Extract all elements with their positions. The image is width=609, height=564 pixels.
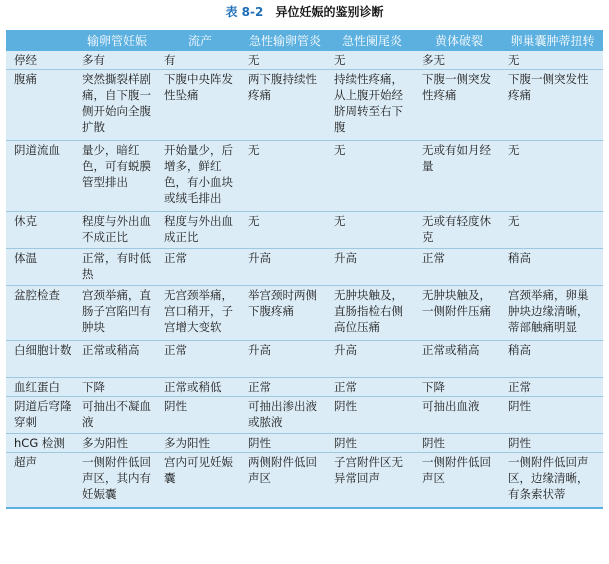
table-cell: 阴性 bbox=[328, 434, 416, 453]
table-cell: 无 bbox=[502, 51, 603, 70]
table-cell: 无宫颈举痛，宫口稍开，子宫增大变软 bbox=[158, 286, 242, 341]
table-cell: 下降 bbox=[416, 378, 502, 397]
table-cell: 持续性疼痛，从上腹开始经脐周转至右下腹 bbox=[328, 70, 416, 141]
header-row bbox=[6, 30, 603, 51]
table-row bbox=[6, 286, 603, 341]
table-cell: 无 bbox=[328, 51, 416, 70]
table-row bbox=[6, 141, 603, 212]
table-cell: 下降 bbox=[76, 378, 158, 397]
table-cell: 阴性 bbox=[502, 434, 603, 453]
table-cell: 子宫附件区无异常回声 bbox=[328, 453, 416, 509]
table-cell: 一侧附件低回声区，边缘清晰，有条索状蒂 bbox=[502, 453, 603, 509]
table-cell: 升高 bbox=[242, 341, 328, 378]
table-row bbox=[6, 70, 603, 141]
column-header: 流产 bbox=[158, 30, 242, 51]
table-cell: 升高 bbox=[242, 249, 328, 286]
table-cell: 无 bbox=[328, 212, 416, 249]
row-header: hCG 检测 bbox=[6, 434, 76, 453]
row-header: 体温 bbox=[6, 249, 76, 286]
table-cell: 阴性 bbox=[502, 397, 603, 434]
table-row bbox=[6, 397, 603, 434]
row-header: 腹痛 bbox=[6, 70, 76, 141]
table-cell: 正常 bbox=[502, 378, 603, 397]
table-cell: 正常 bbox=[158, 341, 242, 378]
table-cell: 无或有轻度休克 bbox=[416, 212, 502, 249]
table-cell: 一侧附件低回声区 bbox=[416, 453, 502, 509]
table-cell: 无或有如月经量 bbox=[416, 141, 502, 212]
table-row bbox=[6, 453, 603, 509]
table-cell: 稍高 bbox=[502, 249, 603, 286]
table-cell: 可抽出血液 bbox=[416, 397, 502, 434]
table-cell: 无肿块触及，直肠指检右侧高位压痛 bbox=[328, 286, 416, 341]
row-header: 停经 bbox=[6, 51, 76, 70]
table-cell: 程度与外出血不成正比 bbox=[76, 212, 158, 249]
table-cell: 无 bbox=[242, 141, 328, 212]
table-cell: 宫内可见妊娠囊 bbox=[158, 453, 242, 509]
column-header: 黄体破裂 bbox=[416, 30, 502, 51]
table-number: 表 8-2 bbox=[225, 5, 264, 19]
column-header: 急性输卵管炎 bbox=[242, 30, 328, 51]
table-row bbox=[6, 378, 603, 397]
table-row bbox=[6, 212, 603, 249]
table-cell: 宫颈举痛，直肠子宫陷凹有肿块 bbox=[76, 286, 158, 341]
table-cell: 两侧附件低回声区 bbox=[242, 453, 328, 509]
row-header: 阴道后穹隆穿刺 bbox=[6, 397, 76, 434]
row-header: 白细胞计数 bbox=[6, 341, 76, 378]
row-header: 盆腔检查 bbox=[6, 286, 76, 341]
table-title: 异位妊娠的鉴别诊断 bbox=[275, 5, 384, 19]
table-cell: 阴性 bbox=[416, 434, 502, 453]
table-cell: 正常或稍高 bbox=[416, 341, 502, 378]
table-cell: 下腹中央阵发性坠痛 bbox=[158, 70, 242, 141]
table-row bbox=[6, 51, 603, 70]
table-cell: 突然撕裂样剧痛，自下腹一侧开始向全腹扩散 bbox=[76, 70, 158, 141]
table-cell: 多为阳性 bbox=[158, 434, 242, 453]
table-cell: 多无 bbox=[416, 51, 502, 70]
row-header: 休克 bbox=[6, 212, 76, 249]
table-cell: 正常或稍低 bbox=[158, 378, 242, 397]
table-cell: 正常 bbox=[242, 378, 328, 397]
table-cell: 一侧附件低回声区，其内有妊娠囊 bbox=[76, 453, 158, 509]
table-cell: 两下腹持续性疼痛 bbox=[242, 70, 328, 141]
table-cell: 开始量少，后增多，鲜红色，有小血块或绒毛排出 bbox=[158, 141, 242, 212]
table-cell: 下腹一侧突发性疼痛 bbox=[416, 70, 502, 141]
table-cell: 有 bbox=[158, 51, 242, 70]
row-header: 阴道流血 bbox=[6, 141, 76, 212]
table-cell: 无 bbox=[502, 212, 603, 249]
table-cell: 可抽出不凝血液 bbox=[76, 397, 158, 434]
table-cell: 正常 bbox=[328, 378, 416, 397]
table-cell: 可抽出渗出液或脓液 bbox=[242, 397, 328, 434]
row-header: 血红蛋白 bbox=[6, 378, 76, 397]
table-cell: 正常 bbox=[416, 249, 502, 286]
table-cell: 阴性 bbox=[242, 434, 328, 453]
column-header: 卵巢囊肿蒂扭转 bbox=[502, 30, 603, 51]
table-row bbox=[6, 249, 603, 286]
table-row bbox=[6, 341, 603, 378]
table-cell: 正常或稍高 bbox=[76, 341, 158, 378]
table-cell: 升高 bbox=[328, 341, 416, 378]
table-cell: 升高 bbox=[328, 249, 416, 286]
table-cell: 无 bbox=[242, 212, 328, 249]
table-cell: 程度与外出血成正比 bbox=[158, 212, 242, 249]
row-header: 超声 bbox=[6, 453, 76, 509]
table-cell: 量少，暗红色，可有蜕膜管型排出 bbox=[76, 141, 158, 212]
table-cell: 无肿块触及，一侧附件压痛 bbox=[416, 286, 502, 341]
column-header bbox=[6, 30, 76, 51]
differential-diagnosis-table bbox=[6, 30, 603, 509]
table-cell: 无 bbox=[328, 141, 416, 212]
table-row bbox=[6, 434, 603, 453]
table-cell: 阴性 bbox=[158, 397, 242, 434]
table-cell: 无 bbox=[242, 51, 328, 70]
table-cell: 下腹一侧突发性疼痛 bbox=[502, 70, 603, 141]
table-cell: 正常 bbox=[158, 249, 242, 286]
table-cell: 多为阳性 bbox=[76, 434, 158, 453]
table-cell: 举宫颈时两侧下腹疼痛 bbox=[242, 286, 328, 341]
table-cell: 宫颈举痛，卵巢肿块边缘清晰，蒂部触痛明显 bbox=[502, 286, 603, 341]
table-cell: 多有 bbox=[76, 51, 158, 70]
table-cell: 无 bbox=[502, 141, 603, 212]
column-header: 输卵管妊娠 bbox=[76, 30, 158, 51]
table-cell: 阴性 bbox=[328, 397, 416, 434]
table-cell: 正常，有时低热 bbox=[76, 249, 158, 286]
table-caption bbox=[0, 0, 609, 24]
column-header: 急性阑尾炎 bbox=[328, 30, 416, 51]
table-cell: 稍高 bbox=[502, 341, 603, 378]
